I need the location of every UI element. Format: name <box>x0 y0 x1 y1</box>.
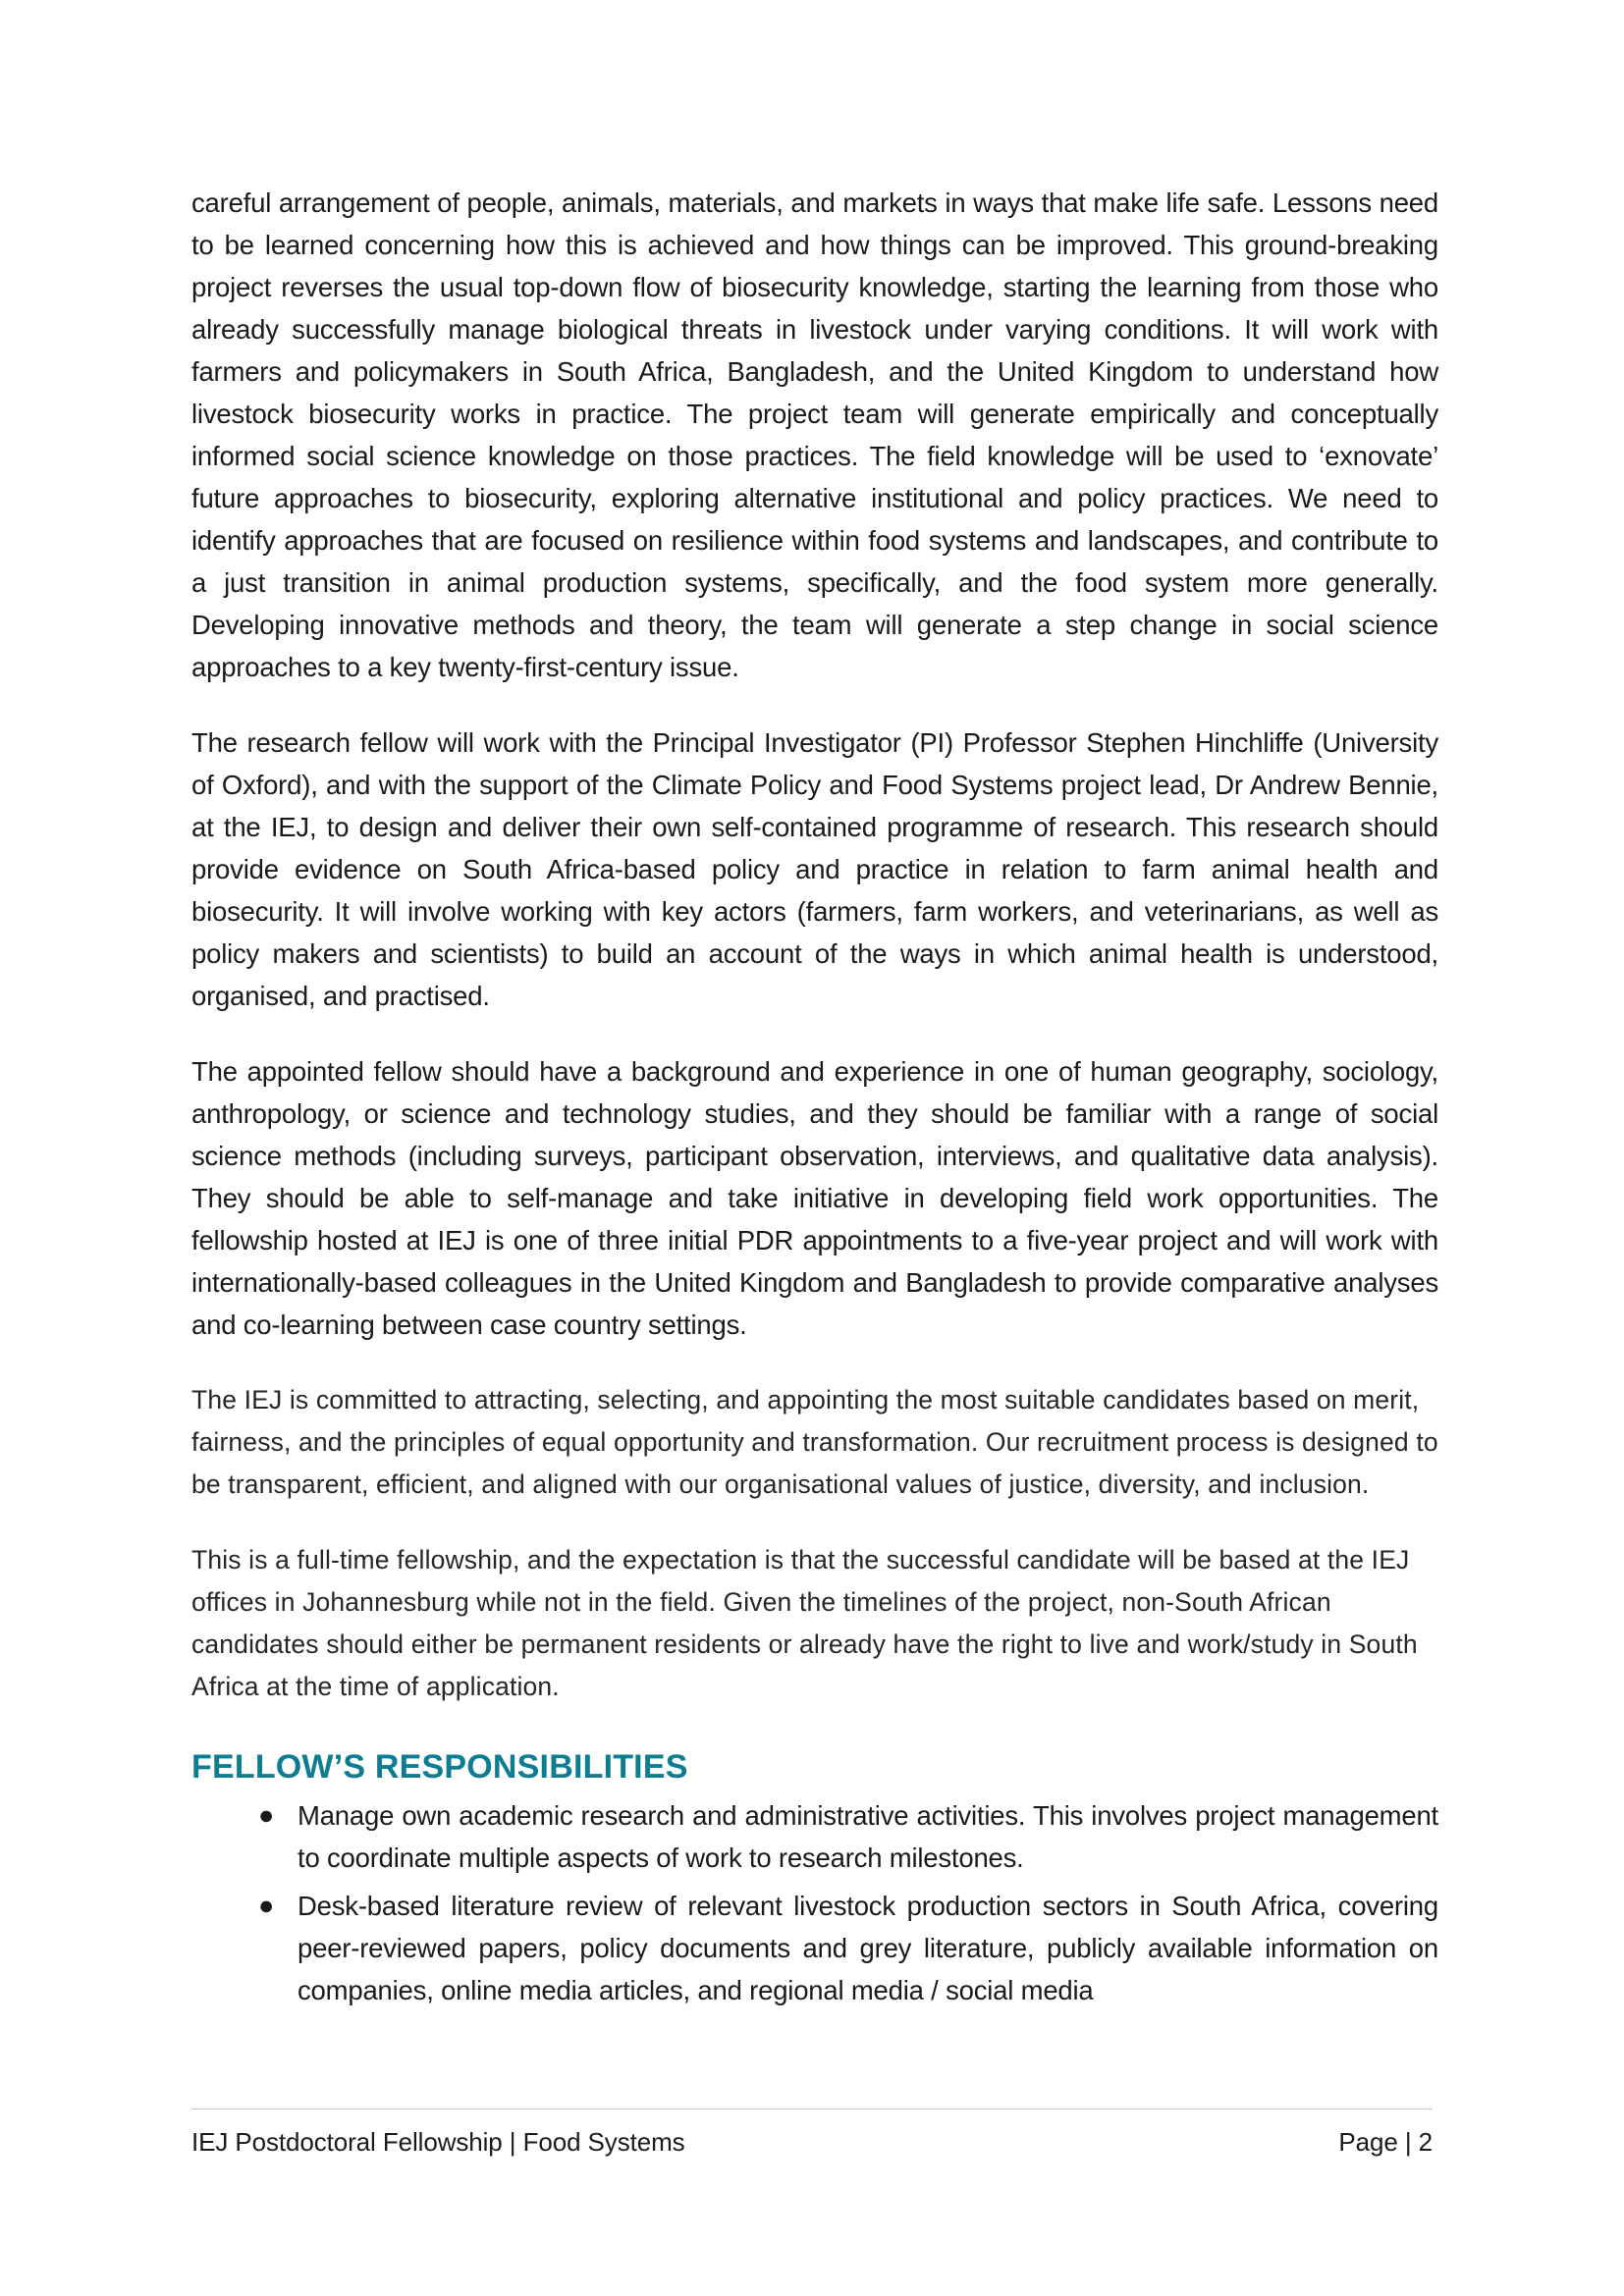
footer-document-title: IEJ Postdoctoral Fellowship | Food Systems <box>191 2127 685 2157</box>
responsibilities-list <box>191 1794 1438 2011</box>
paragraph-equal-opportunity: The IEJ is committed to attracting, selecting, and appointing the most suitable candidates based on merit, fairness, and the principles of equal opportunity and transformation. Our recruitment process is designed to be transparent, efficient, and aligned with our organisational values of justice, diversity, and inclusion. <box>191 1385 1438 1499</box>
list-item-text: Desk-based literature review of relevant livestock production sectors in South Africa, covering peer-reviewed papers, policy documents and grey literature, publicly available information on companies, online media articles, and regional media / social media <box>298 1891 1438 2005</box>
paragraph-candidate-background: The appointed fellow should have a background and experience in one of human geography, sociology, anthropology, or science and technology studies, and they should be familiar with a range of social science methods (including surveys, participant observation, interviews, and qualitative data analysis). They should be able to self-manage and take initiative in developing field work opportunities. The fellowship hosted at IEJ is one of three initial PDR appointments to a five-year project and will work with internationally-based colleagues in the United Kingdom and Bangladesh to provide comparative analyses and co-learning between case country settings. <box>191 1056 1438 1340</box>
bullet-icon: ● <box>258 1800 275 1830</box>
section-heading-responsibilities: FELLOW’S RESPONSIBILITIES <box>191 1748 688 1786</box>
list-item <box>191 1885 1438 2011</box>
paragraph-location-requirements: This is a full-time fellowship, and the expectation is that the successful candidate will be based at the IEJ offices in Johannesburg while not in the field. Given the timelines of the project, non-South African candidates should either be permanent residents or already have the right to live and work/study in South Africa at the time of application. <box>191 1545 1418 1701</box>
page-content <box>191 182 1438 2017</box>
list-item <box>191 1794 1438 1879</box>
footer-page-number: Page | 2 <box>1338 2127 1433 2157</box>
paragraph-project-overview: careful arrangement of people, animals, materials, and markets in ways that make life safe. Lessons need to be learned concerning how this is achieved and how things can be improved. This ground-breaking project reverses the usual top-down flow of biosecurity knowledge, starting the learning from those who already successfully manage biological threats in livestock under varying conditions. It will work with farmers and policymakers in South Africa, Bangladesh, and the United Kingdom to understand how livestock biosecurity works in practice. The project team will generate empirically and conceptually informed social science knowledge on those practices. The field knowledge will be used to ‘exnovate’ future approaches to biosecurity, exploring alternative institutional and policy practices. We need to identify approaches that are focused on resilience within food systems and landscapes, and contribute to a just transition in animal production systems, specifically, and the food system more generally. Developing innovative methods and theory, the team will generate a step change in social science approaches to a key twenty-first-century issue. <box>191 187 1438 682</box>
paragraph-research-fellow-role: The research fellow will work with the Principal Investigator (PI) Professor Stephen Hinchliffe (University of Oxford), and with the support of the Climate Policy and Food Systems project lead, Dr Andrew Bennie, at the IEJ, to design and deliver their own self-contained programme of research. This research should provide evidence on South Africa-based policy and practice in relation to farm animal health and biosecurity. It will involve working with key actors (farmers, farm workers, and veterinarians, as well as policy makers and scientists) to build an account of the ways in which animal health is understood, organised, and practised. <box>191 727 1438 1011</box>
page-footer <box>191 2109 1433 2159</box>
list-item-text: Manage own academic research and administrative activities. This involves project management to coordinate multiple aspects of work to research milestones. <box>298 1800 1438 1873</box>
bullet-icon: ● <box>258 1891 275 1920</box>
footer-row <box>191 2125 1433 2159</box>
